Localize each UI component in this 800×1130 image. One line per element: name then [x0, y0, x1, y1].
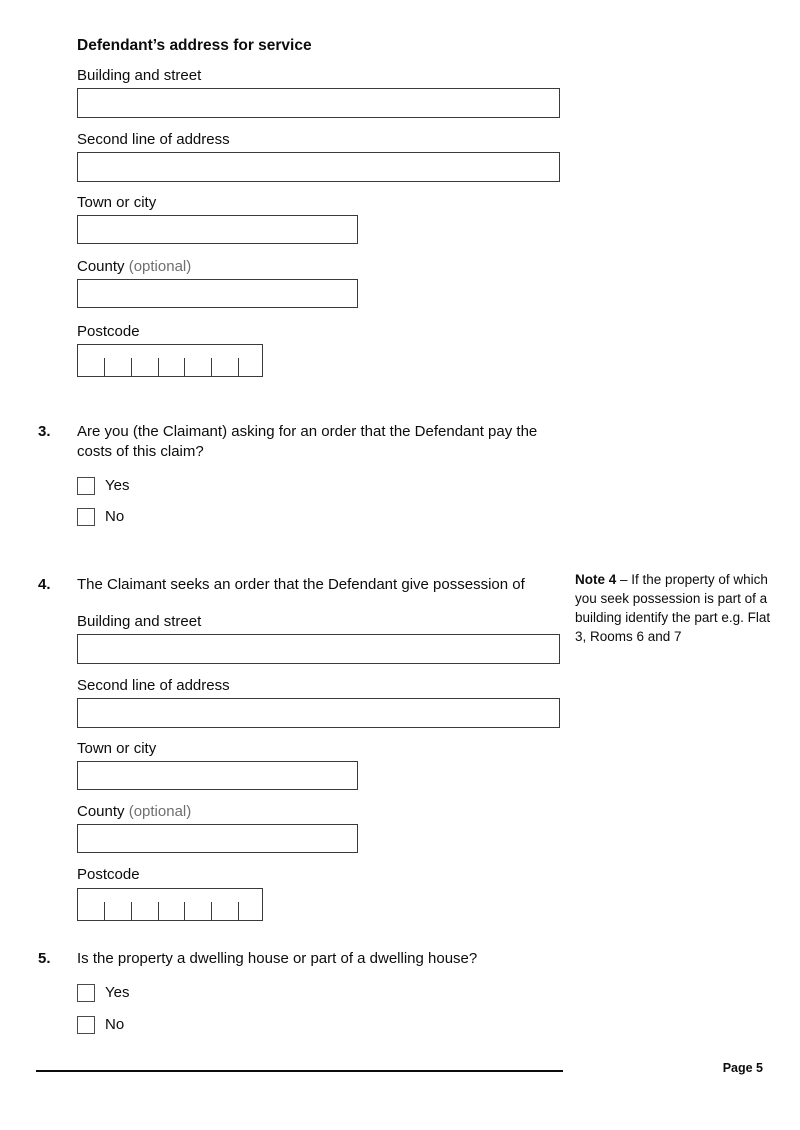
- question-5-option-no[interactable]: [77, 1016, 560, 1034]
- defendant-address-heading: Defendant’s address for service: [77, 37, 312, 54]
- question-3-option-no[interactable]: [77, 508, 560, 526]
- question-4-number: 4.: [38, 576, 51, 593]
- no-checkbox[interactable]: [77, 1016, 95, 1034]
- postcode-cell-divider: [104, 902, 105, 920]
- second-line-label: Second line of address: [77, 677, 230, 694]
- property-county-input[interactable]: [77, 824, 358, 853]
- town-city-label: Town or city: [77, 194, 157, 211]
- county-optional-hint: (optional): [128, 803, 192, 820]
- defendant-postcode-input[interactable]: [77, 344, 263, 377]
- question-3-text: Are you (the Claimant) asking for an order that the Defendant pay the costs of this claim?: [77, 423, 538, 460]
- yes-checkbox[interactable]: [77, 477, 95, 495]
- page-number: Page 5: [722, 1061, 763, 1075]
- county-label: County (optional): [77, 258, 192, 275]
- note-4-text: – If the property of which you seek possession is part of a building identify the part e.g. Flat 3, Rooms 6 and 7: [575, 572, 771, 644]
- question-4: [38, 575, 560, 921]
- postcode-cell-divider: [184, 902, 185, 920]
- building-street-label: Building and street: [77, 67, 202, 84]
- question-5-text: Is the property a dwelling house or part of a dwelling house?: [77, 950, 478, 967]
- property-postcode-input[interactable]: [77, 888, 263, 921]
- question-4-text: The Claimant seeks an order that the Defendant give possession of: [77, 576, 525, 593]
- no-label: No: [105, 508, 125, 525]
- defendant-building-street-input[interactable]: [77, 88, 560, 118]
- postcode-cell-divider: [211, 902, 212, 920]
- yes-label: Yes: [105, 984, 130, 1001]
- postcode-label: Postcode: [77, 866, 140, 883]
- postcode-cell-divider: [131, 358, 132, 376]
- postcode-cell-divider: [104, 358, 105, 376]
- postcode-cell-divider: [184, 358, 185, 376]
- question-5-number: 5.: [38, 950, 51, 967]
- county-optional-hint: (optional): [128, 258, 192, 275]
- defendant-town-city-input[interactable]: [77, 215, 358, 244]
- postcode-label: Postcode: [77, 323, 140, 340]
- question-3-option-yes[interactable]: [77, 477, 560, 495]
- town-city-label: Town or city: [77, 740, 157, 757]
- defendant-second-line-input[interactable]: [77, 152, 560, 182]
- note-4-panel: [575, 570, 771, 646]
- postcode-cell-divider: [131, 902, 132, 920]
- yes-label: Yes: [105, 477, 130, 494]
- property-building-street-input[interactable]: [77, 634, 560, 664]
- question-5: [38, 949, 560, 1034]
- defendant-county-input[interactable]: [77, 279, 358, 308]
- no-label: No: [105, 1016, 125, 1033]
- building-street-label: Building and street: [77, 613, 202, 630]
- property-town-city-input[interactable]: [77, 761, 358, 790]
- postcode-cell-divider: [238, 358, 239, 376]
- postcode-cell-divider: [158, 902, 159, 920]
- property-second-line-input[interactable]: [77, 698, 560, 728]
- postcode-cell-divider: [158, 358, 159, 376]
- note-4-label: Note 4: [575, 572, 617, 587]
- footer-divider: [36, 1070, 563, 1072]
- question-3: [38, 422, 560, 526]
- county-label: County (optional): [77, 803, 192, 820]
- yes-checkbox[interactable]: [77, 984, 95, 1002]
- question-3-number: 3.: [38, 423, 51, 440]
- second-line-label: Second line of address: [77, 131, 230, 148]
- postcode-cell-divider: [211, 358, 212, 376]
- postcode-cell-divider: [238, 902, 239, 920]
- no-checkbox[interactable]: [77, 508, 95, 526]
- question-5-option-yes[interactable]: [77, 984, 560, 1002]
